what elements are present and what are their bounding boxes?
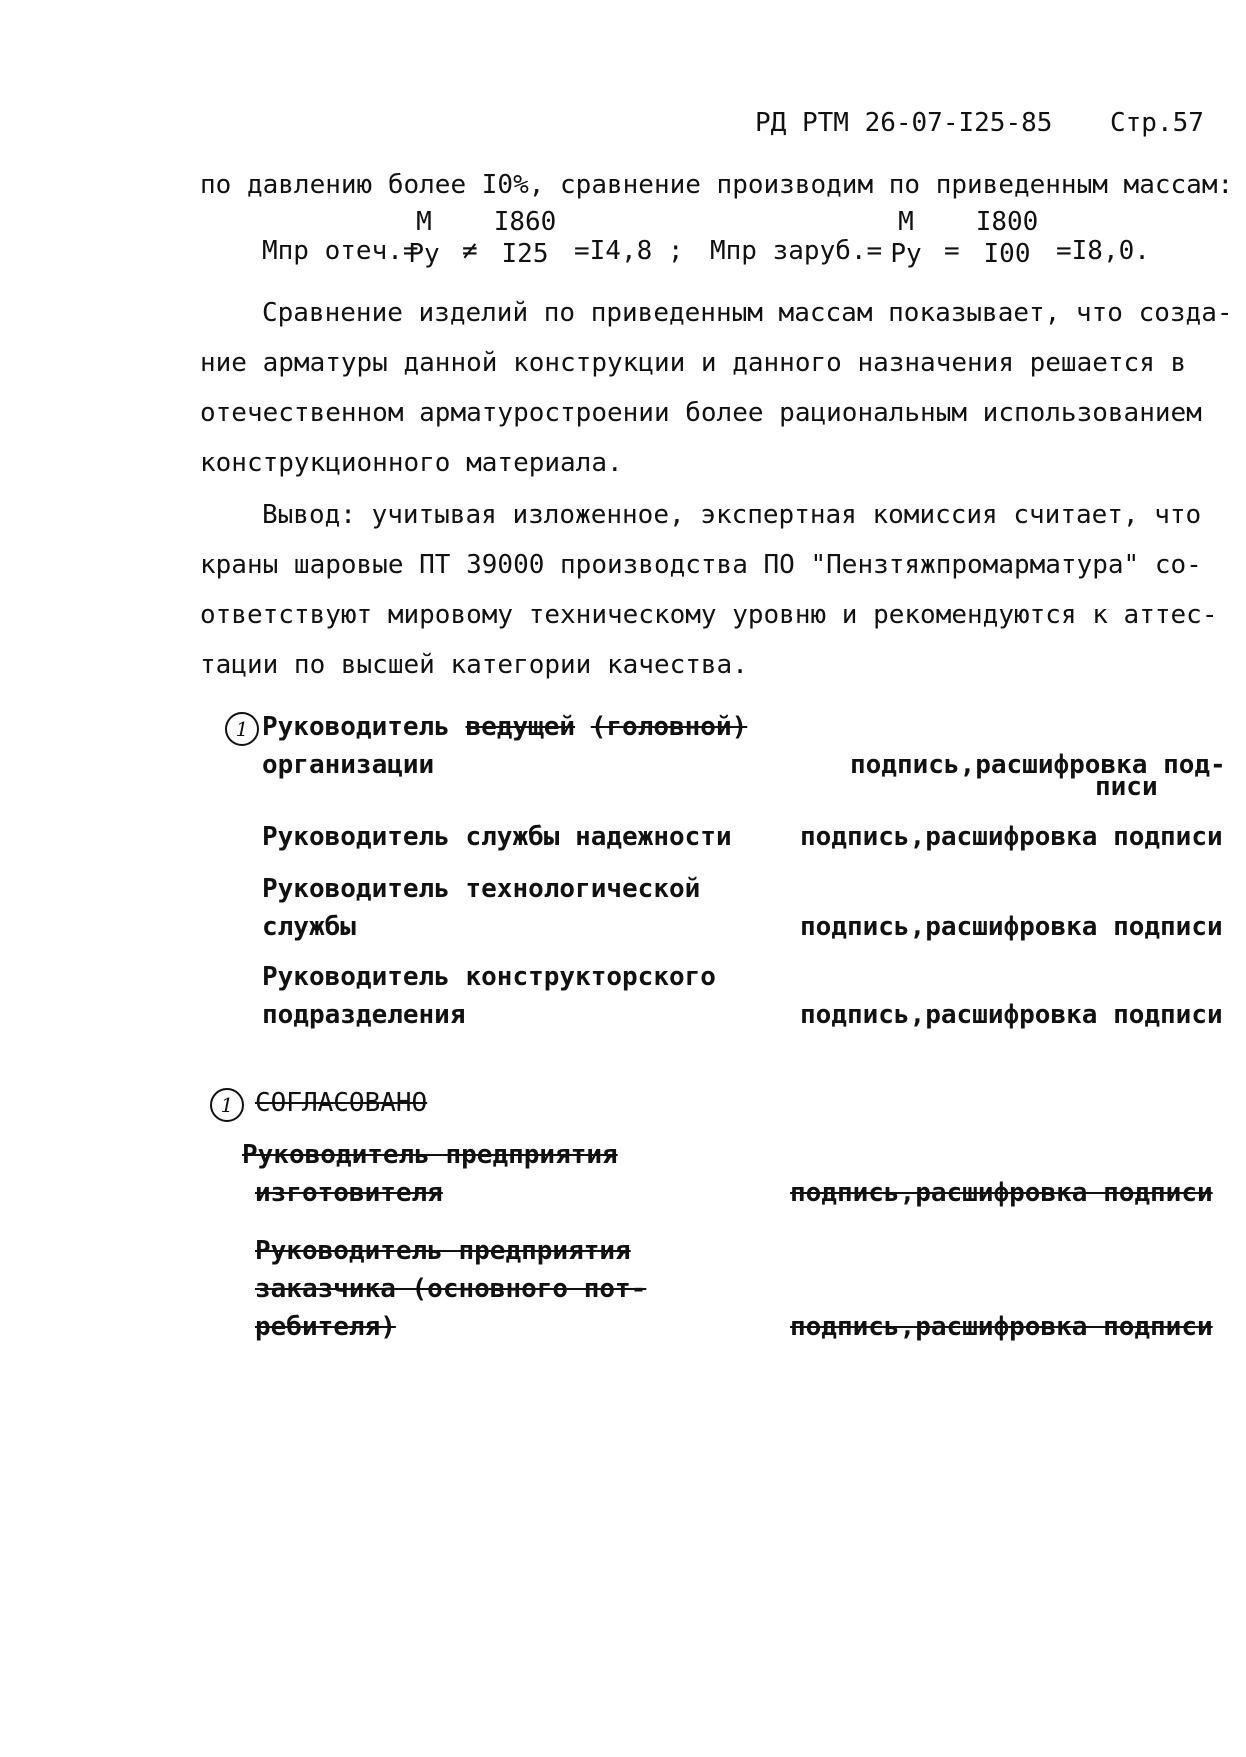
approved-1-caption: подпись,расшифровка подписи [790, 1178, 1213, 1208]
formula-left-num: М [416, 207, 432, 237]
approved-heading: СОГЛАСОВАНО [255, 1088, 428, 1118]
formula-left-label: Мпр отеч.= [262, 236, 419, 266]
sig4-label-line-1: Руководитель конструкторского [262, 962, 716, 992]
sig1-word-head: Руководитель [262, 712, 450, 742]
formula-left-eq: ≠ [462, 236, 478, 266]
sig1-caption-line-2: писи [1095, 772, 1158, 802]
formula-right-val-num: I800 [975, 207, 1039, 237]
sig2-label: Руководитель службы надежности [262, 822, 732, 852]
formula-left-val-den: I25 [501, 239, 549, 269]
doc-code: РД РТМ 26-07-I25-85 [755, 108, 1053, 138]
sig1-label-line-1 [262, 712, 747, 742]
sig1-label-line-2: организации [262, 750, 435, 780]
sig4-label-line-2: подразделения [262, 1000, 466, 1030]
intro-line: по давлению более I0%, сравнение производим по приведенным массам: [200, 170, 1234, 200]
paragraph-2-line-4: тации по высшей категории качества. [200, 650, 748, 680]
approved-2-line-1: Руководитель предприятия [255, 1236, 631, 1266]
approved-1-line-1: Руководитель предприятия [242, 1140, 618, 1170]
paragraph-1-line-4: конструкционного материала. [200, 448, 623, 478]
sig3-label-line-2: службы [262, 912, 356, 942]
paragraph-1-line-2: ние арматуры данной конструкции и данного назначения решается в [200, 348, 1187, 378]
sig1-word-main: (головной) [590, 712, 748, 742]
page-number: Стр.57 [1110, 108, 1204, 138]
sig1-caption-line-1: подпись,расшифровка под- [850, 750, 1226, 780]
formula-right-value [972, 206, 1042, 270]
formula-left-den: Ру [408, 239, 440, 269]
paragraph-2-line-1: Вывод: учитывая изложенное, экспертная комиссия считает, что [262, 500, 1202, 530]
formula-left-result: =I4,8 ; [574, 236, 684, 266]
formula-right-den: Ру [890, 239, 922, 269]
formula-right-label: Мпр заруб.= [710, 236, 883, 266]
sig3-caption: подпись,расшифровка подписи [800, 912, 1223, 942]
formula-right-num: М [898, 207, 914, 237]
formula-right-ratio [886, 206, 926, 270]
approved-2-line-3: ребителя) [255, 1312, 396, 1342]
revision-mark-1: 1 [225, 712, 259, 746]
formula-left-ratio [404, 206, 444, 270]
formula-right-result: =I8,0. [1056, 236, 1150, 266]
paragraph-1-line-1: Сравнение изделий по приведенным массам показывает, что созда- [262, 298, 1233, 328]
paragraph-1-line-3: отечественном арматуростроении более рациональным использованием [200, 398, 1202, 428]
formula-left-value [490, 206, 560, 270]
formula-right-val-den: I00 [983, 239, 1031, 269]
approved-2-caption: подпись,расшифровка подписи [790, 1312, 1213, 1342]
sig1-struck-word: ведущей [465, 712, 576, 742]
sig4-caption: подпись,расшифровка подписи [800, 1000, 1223, 1030]
paragraph-2-line-3: ответствуют мировому техническому уровню и рекомендуются к аттес- [200, 600, 1218, 630]
sig2-caption: подпись,расшифровка подписи [800, 822, 1223, 852]
formula-right-eq: = [944, 236, 960, 266]
formula-left-val-num: I860 [493, 207, 557, 237]
approved-2-line-2: заказчика (основного пот- [255, 1274, 647, 1304]
paragraph-2-line-2: краны шаровые ПТ 39000 производства ПО "Пензтяжпромарматура" со- [200, 550, 1202, 580]
revision-mark-2: 1 [210, 1088, 244, 1122]
sig3-label-line-1: Руководитель технологической [262, 874, 701, 904]
approved-1-line-2: изготовителя [255, 1178, 443, 1208]
